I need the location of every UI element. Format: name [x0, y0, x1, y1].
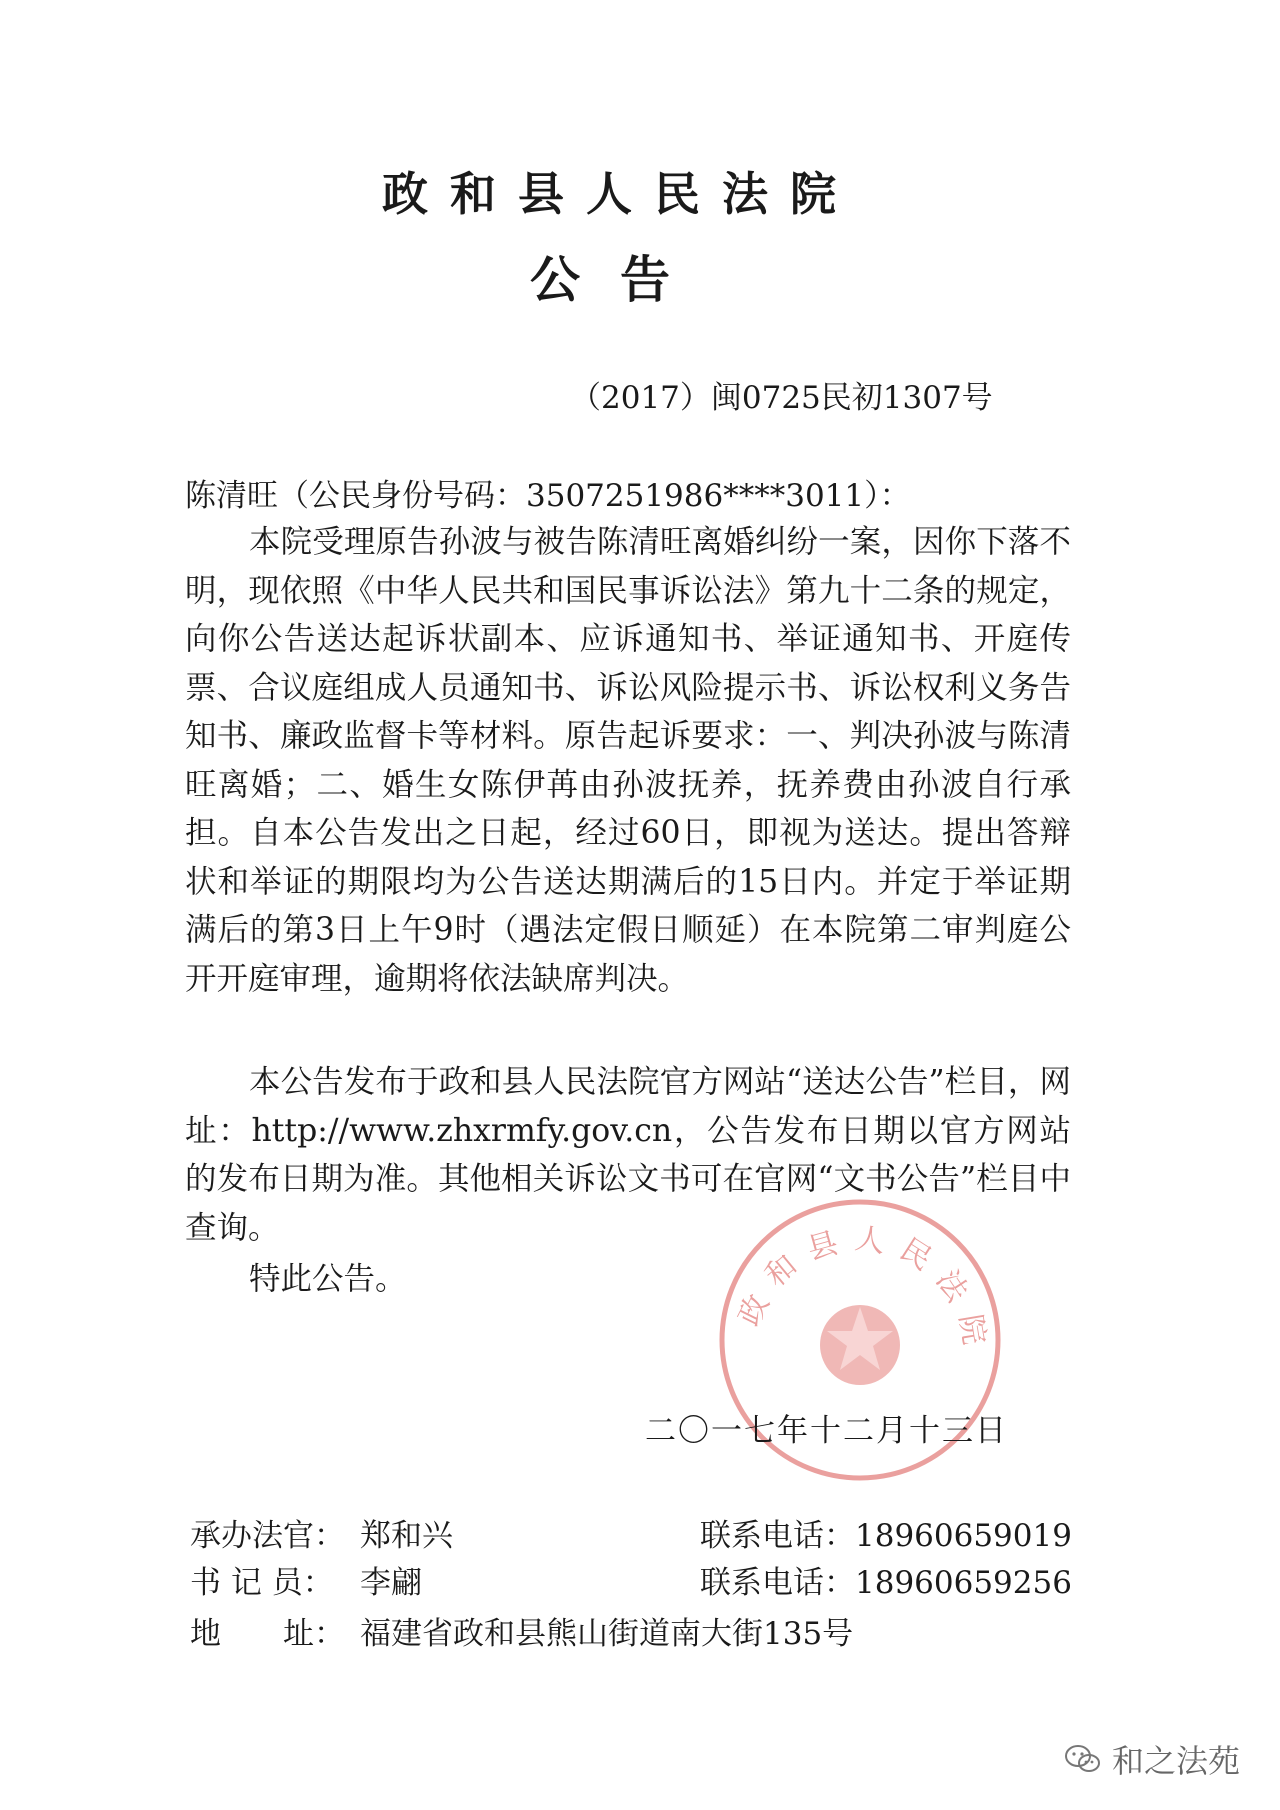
judge-row: [190, 1510, 453, 1555]
judge-label: 承办法官：: [190, 1518, 345, 1554]
judge-name: 郑和兴: [360, 1518, 453, 1554]
notice-title: 公告: [530, 250, 710, 309]
court-name: 政和县人民法院: [382, 167, 858, 221]
addressee: 陈清旺（公民身份号码：3507251986****3011）：: [185, 478, 911, 514]
issue-date: 二〇一七年十二月十三日: [645, 1413, 1008, 1449]
seal-text: 政和县人民法院: [731, 1221, 994, 1361]
notice-body-paragraph: 本院受理原告孙波与被告陈清旺离婚纠纷一案，因你下落不明，现依照《中华人民共和国民事诉讼法》第九十二条的规定，向你公告送达起诉状副本、应诉通知书、举证通知书、开庭传票、合议庭组成人员通知书、诉讼风险提示书、诉讼权利义务告知书、廉政监督卡等材料。原告起诉要求：一、判决孙波与陈清旺离婚；二、婚生女陈伊苒由孙波抚养，抚养费由孙波自行承担。自本公告发出之日起，经过60日，即视为送达。提出答辩状和举证的期限均为公告送达期满后的15日内。并定于举证期满后的第3日上午9时（遇法定假日顺延）在本院第二审判庭公开开庭审理，逾期将依法缺席判决。: [185, 524, 1071, 997]
watermark-text: 和之法苑: [1111, 1742, 1240, 1780]
publication-paragraph: 本公告发布于政和县人民法院官方网站“送达公告”栏目，网址：http://www.zhxrmfy.gov.cn，公告发布日期以官方网站的发布日期为准。其他相关诉讼文书可在官网“文书公告”栏目中查询。: [185, 1064, 1071, 1246]
address-label: 地 址：: [190, 1616, 345, 1652]
case-number: （2017）闽0725民初1307号: [570, 380, 993, 416]
clerk-phone: 联系电话：18960659256: [700, 1565, 1072, 1601]
address-value: 福建省政和县熊山街道南大街135号: [360, 1616, 854, 1652]
closing-line: 特此公告。: [249, 1261, 407, 1297]
account-watermark: [1064, 1736, 1240, 1782]
address-row: [190, 1608, 853, 1653]
clerk-name: 李翩: [360, 1565, 422, 1601]
clerk-row: [190, 1557, 422, 1602]
wechat-icon: [1064, 1743, 1102, 1775]
judge-phone: 联系电话：18960659019: [700, 1518, 1072, 1554]
clerk-label: 书 记 员：: [190, 1565, 334, 1601]
